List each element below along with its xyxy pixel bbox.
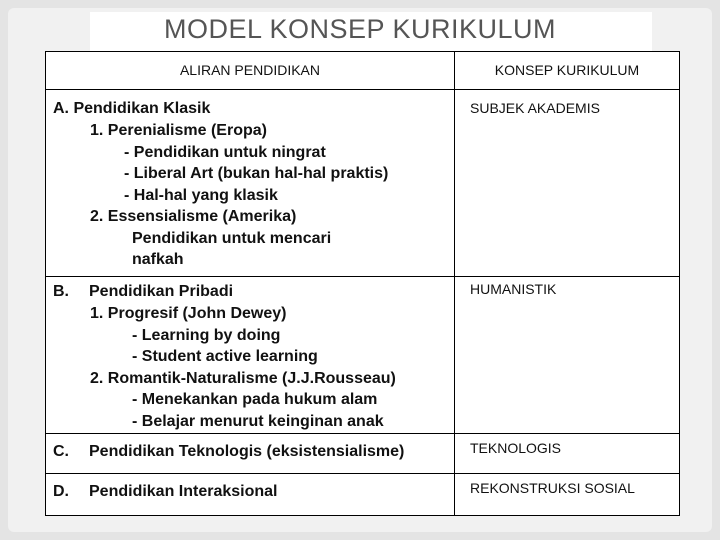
list-item: A. Pendidikan Klasik xyxy=(53,100,211,117)
list-item: - Hal-hal yang klasik xyxy=(124,187,278,204)
table-row-c-konsep: TEKNOLOGIS xyxy=(470,440,562,456)
row-divider xyxy=(46,473,679,474)
list-item: Pendidikan Teknologis (eksistensialisme) xyxy=(89,443,405,460)
header-konsep-kurikulum: KONSEP KURIKULUM xyxy=(494,62,640,78)
list-item: 1. Perenialisme (Eropa) xyxy=(90,122,267,139)
slide-title: MODEL KONSEP KURIKULUM xyxy=(163,14,557,44)
table-row-b-konsep: HUMANISTIK xyxy=(470,281,557,297)
row-divider xyxy=(46,276,679,277)
list-item: nafkah xyxy=(132,251,184,268)
list-item: C. xyxy=(53,443,69,460)
table-row-a-konsep: SUBJEK AKADEMIS xyxy=(470,100,600,116)
header-aliran-pendidikan: ALIRAN PENDIDIKAN xyxy=(179,62,321,78)
list-item: - Menekankan pada hukum alam xyxy=(132,391,378,408)
row-divider xyxy=(46,89,679,90)
list-item: - Learning by doing xyxy=(132,327,281,344)
column-divider xyxy=(454,52,455,515)
list-item: 1. Progresif (John Dewey) xyxy=(90,305,287,322)
row-divider xyxy=(46,433,679,434)
list-item: - Belajar menurut keinginan anak xyxy=(132,413,384,430)
list-item: 2. Essensialisme (Amerika) xyxy=(90,208,297,225)
list-item: Pendidikan untuk mencari xyxy=(132,230,332,247)
list-item: - Liberal Art (bukan hal-hal praktis) xyxy=(124,165,389,182)
list-item: B. xyxy=(53,283,69,300)
list-item: - Pendidikan untuk ningrat xyxy=(124,144,326,161)
list-item: - Student active learning xyxy=(132,348,318,365)
table-row-d-konsep: REKONSTRUKSI SOSIAL xyxy=(470,480,635,496)
list-item: D. xyxy=(53,483,69,500)
list-item: 2. Romantik-Naturalisme (J.J.Rousseau) xyxy=(90,370,396,387)
list-item: Pendidikan Pribadi xyxy=(89,283,234,300)
list-item: Pendidikan Interaksional xyxy=(89,483,278,500)
curriculum-table xyxy=(45,51,680,516)
